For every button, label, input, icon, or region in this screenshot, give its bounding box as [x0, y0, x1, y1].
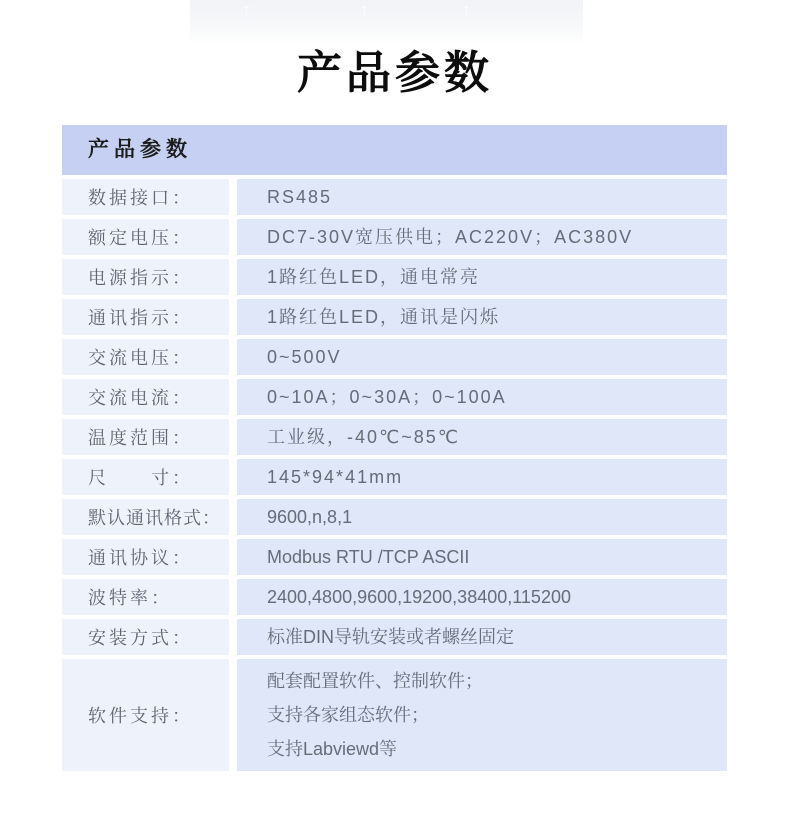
param-value-line: 9600,n,8,1 — [267, 507, 353, 527]
param-value-line: 工业级，-40℃~85℃ — [267, 427, 460, 447]
table-row — [62, 219, 727, 255]
table-row — [62, 419, 727, 455]
param-value — [237, 539, 727, 575]
page-title: 产品参数 — [296, 47, 493, 98]
param-value — [237, 259, 727, 295]
param-label: 通讯协议： — [62, 539, 229, 575]
up-arrow-icon: ↑ — [242, 0, 251, 19]
param-value — [237, 459, 727, 495]
card-title: 产品参数 — [62, 125, 727, 175]
param-value — [237, 339, 727, 375]
hero-section — [0, 0, 790, 125]
param-label: 通讯指示： — [62, 299, 229, 335]
param-value-line: 配套配置软件、控制软件； — [267, 671, 483, 691]
param-value-line: 1路红色LED，通电常亮 — [267, 267, 481, 287]
param-label: 电源指示： — [62, 259, 229, 295]
param-value-line: 支持各家组态软件； — [267, 705, 429, 725]
param-value — [237, 659, 727, 771]
param-value — [237, 619, 727, 655]
param-value — [237, 299, 727, 335]
table-row — [62, 619, 727, 655]
up-arrow-icon: ↑ — [360, 0, 369, 19]
param-value — [237, 379, 727, 415]
table-row — [62, 539, 727, 575]
table-row — [62, 499, 727, 535]
param-label: 尺 寸： — [62, 459, 229, 495]
param-value-line: RS485 — [267, 187, 333, 207]
param-label: 温度范围： — [62, 419, 229, 455]
param-value-line: Modbus RTU /TCP ASCII — [267, 547, 470, 567]
param-label: 波特率： — [62, 579, 229, 615]
param-value-line: 2400,4800,9600,19200,38400,115200 — [267, 587, 571, 607]
param-value-line: 支持Labviewd等 — [267, 739, 398, 759]
param-value — [237, 499, 727, 535]
param-value — [237, 579, 727, 615]
spec-table — [62, 179, 727, 771]
spec-card — [62, 125, 727, 771]
param-label: 额定电压： — [62, 219, 229, 255]
param-label: 软件支持： — [62, 659, 229, 771]
param-label: 安装方式： — [62, 619, 229, 655]
table-row — [62, 259, 727, 295]
table-row — [62, 659, 727, 771]
param-value-line: DC7-30V宽压供电；AC220V；AC380V — [267, 227, 634, 247]
param-value — [237, 179, 727, 215]
param-label: 数据接口： — [62, 179, 229, 215]
table-row — [62, 299, 727, 335]
param-value — [237, 219, 727, 255]
param-label: 交流电流： — [62, 379, 229, 415]
table-row — [62, 379, 727, 415]
table-row — [62, 579, 727, 615]
param-value-line: 0~500V — [267, 347, 342, 367]
param-label: 默认通讯格式： — [62, 499, 229, 535]
table-row — [62, 339, 727, 375]
table-row — [62, 179, 727, 215]
param-value-line: 标准DIN导轨安装或者螺丝固定 — [267, 627, 514, 647]
param-value-line: 1路红色LED，通讯是闪烁 — [267, 307, 501, 327]
param-label: 交流电压： — [62, 339, 229, 375]
table-row — [62, 459, 727, 495]
up-arrow-icon: ↑ — [462, 0, 471, 19]
param-value-line: 145*94*41mm — [267, 467, 404, 487]
param-value — [237, 419, 727, 455]
param-value-line: 0~10A；0~30A；0~100A — [267, 387, 507, 407]
